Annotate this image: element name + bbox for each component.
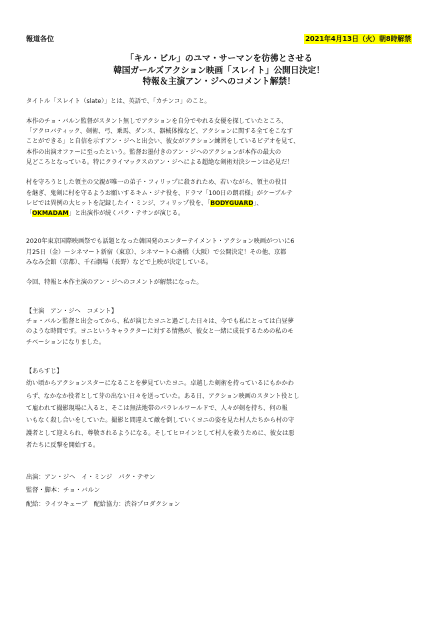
paragraph-line: ことができる」と自信を示すアン・ジヘと出会い、彼女がアクション練習をしているビデオを見て、	[26, 138, 300, 146]
story-intro-paragraph	[26, 117, 412, 168]
paragraph-line	[26, 199, 412, 209]
paragraph-line: 村を守ろうとした領主の父親が唯一の弟子・フィリップに殺されため、若いながら、領主の役目	[26, 179, 288, 187]
paragraph-line: チョ・バルン監督と出会ってから、私が演じたヨニと過ごした日々は、今でも私にとっては白昼夢	[26, 317, 294, 325]
comment-heading: 【主演 アン・ジヘ コメント】	[26, 307, 118, 315]
paragraph-line: 幼い頃からアクションスターになることを夢見ていたヨニ。卓越した剣術を持っているにもかかわ	[26, 380, 294, 388]
paragraph-line: 「アクロバティック、剣術、弓、乗馬、ダンス、器械体操など、アクションに関する全てをこなす	[26, 128, 293, 136]
paragraph-line: 者たちに反撃を開始する。	[26, 442, 100, 450]
release-date-badge: 2021年4月13日（火）朝8時解禁	[305, 35, 411, 43]
title-intro-paragraph	[26, 97, 412, 107]
press-label: 報道各位	[26, 35, 54, 43]
paragraph-line: て雇われて撮影現場に入ると、そこは無法地帯のパラレルワールドで、人々が剣を持ち、何の報	[26, 405, 288, 413]
paragraph-line: 今回、特報と本作主演のアン・ジヘのコメントが解禁になった。	[26, 279, 203, 287]
headline	[26, 54, 412, 89]
credits-director: 監督・脚本：チョ・バルン	[26, 487, 100, 495]
paragraph-line: いもなく殺し合いをしていた。撮影と間違えて敵を倒していくヨニの姿を見た村人たちから村の守	[26, 417, 295, 425]
headline-line-3: 特報＆主演アン・ジヘのコメント解禁！	[142, 77, 296, 87]
credits-cast: 出演：アン・ジヘ イ・ミンジ パク・テサン	[26, 473, 156, 481]
headline-line-1: 「キル・ビル」のユマ・サーマンを彷彿とさせる	[125, 54, 313, 64]
paragraph-line: タイトル「スレイト（slate）」とは、英語で、「カチンコ」のこと。	[26, 97, 211, 105]
paragraph-line: 見どころとなっている。特にクライマックスのアン・ジヘによる超絶な剣術対決シーンは必見だ！	[26, 158, 294, 166]
paragraph-line: 「OKMADAM」と出演作が続くパク・テサンが演じる。	[26, 210, 185, 218]
paragraph-line: 護者として迎えられ、尊敬されるようになる。そしてヒロインとして村人を救うために、彼女は悪	[26, 429, 295, 437]
credits-section	[26, 471, 412, 512]
header-row	[26, 34, 412, 48]
synopsis-section	[26, 366, 412, 453]
paragraph-line: のような時間です。ヨニというキャラクターに対する情熱が、彼女と一緒に成長するための私のモ	[26, 328, 294, 336]
paragraph-line: 2020年東京国際映画祭でも話題となった韓国発のエンターテイメント・アクション映画がついに6	[26, 238, 295, 246]
headline-line-2: 韓国ガールズアクション映画「スレイト」公開日決定！	[113, 65, 325, 76]
paragraph-line: らず、なかなか役者として芽の出ない日々を送っていた。ある日、アクション映画のスタント役とし	[26, 392, 300, 400]
comment-section	[26, 307, 412, 348]
paragraph-line: 本作のチョ・バルン監督がスタント無しでアクションを自分でやれる女優を探していたところ、	[26, 117, 288, 125]
paragraph-line: みなみ会館（京都）、千石劇場（長野）などで上映が決定している。	[26, 259, 212, 267]
paragraph-line: を継ぎ、鬼剣に村を守るようお願いするキム・ジナ役を、ドラマ「100日の朗君様」がケーブルテ	[26, 189, 293, 197]
title-highlight: BODYGUARD	[210, 199, 254, 207]
cast-paragraph	[26, 178, 412, 219]
cast-line-text: レビでは異例の大ヒットを記録したイ・ミンジ、フィリップ役を、「BODYGUARD」、	[26, 199, 263, 207]
paragraph-line: 月25日（金）～シネマート新宿（東京）、シネマート心斎橋（大阪）で公開決定！その他、京都	[26, 248, 287, 256]
synopsis-heading: 【あらすじ】	[26, 367, 63, 375]
paragraph-line: チベーションになりました。	[26, 338, 105, 346]
paragraph-line: 本作の出演オファーに至ったという。監督お墨付きのアン・ジヘのアクションが本作の最大の	[26, 148, 282, 156]
title-highlight: OKMADAM	[32, 210, 69, 218]
release-paragraph	[26, 237, 412, 268]
reveal-paragraph	[26, 278, 412, 288]
credits-distribution: 配給：ライツキューブ 配給協力：渋谷プロダクション	[26, 500, 181, 508]
